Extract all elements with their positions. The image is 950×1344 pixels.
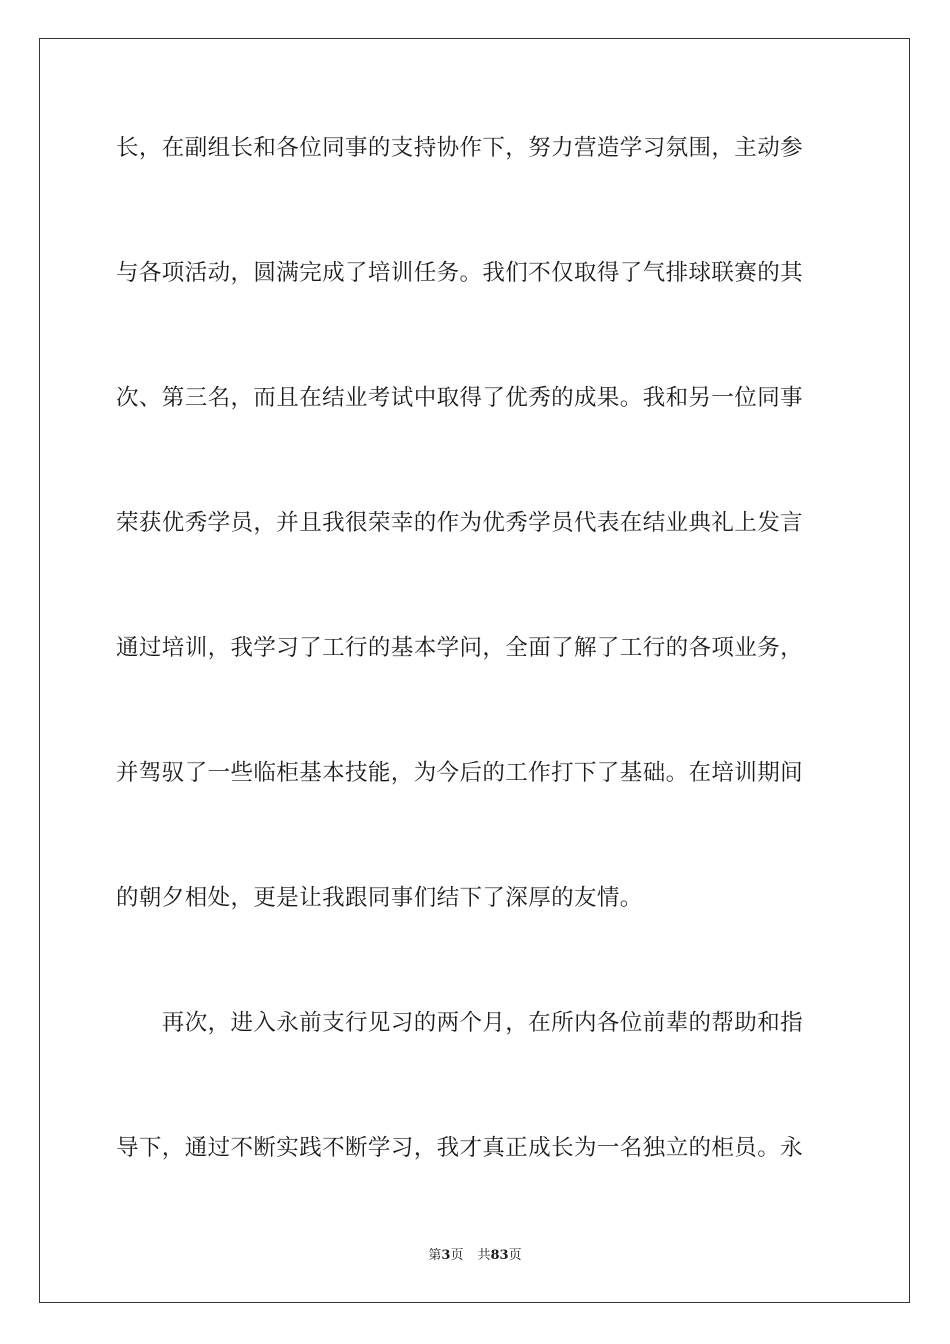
page-footer (0, 1247, 950, 1265)
body-text-line: 荣获优秀学员，并且我很荣幸的作为优秀学员代表在结业典礼上发言 (116, 510, 804, 536)
body-text-line: 长，在副组长和各位同事的支持协作下，努力营造学习氛围，主动参 (116, 135, 804, 161)
body-text-line: 并驾驭了一些临柜基本技能，为今后的工作打下了基础。在培训期间 (116, 760, 804, 786)
total-suffix: 页 (508, 1248, 522, 1263)
body-text-line: 与各项活动，圆满完成了培训任务。我们不仅取得了气排球联赛的其 (116, 260, 804, 286)
page-suffix: 页 (450, 1248, 464, 1263)
body-text-line: 次、第三名，而且在结业考试中取得了优秀的成果。我和另一位同事 (116, 385, 804, 411)
body-text-line: 的朝夕相处，更是让我跟同事们结下了深厚的友情。 (116, 885, 643, 911)
total-pages: 83 (490, 1248, 509, 1263)
total-prefix: 共 (477, 1248, 491, 1263)
page-border (39, 38, 910, 1303)
body-text-line: 导下，通过不断实践不断学习，我才真正成长为一名独立的柜员。永 (116, 1135, 804, 1161)
body-text-line: 再次，进入永前支行见习的两个月，在所内各位前辈的帮助和指 (116, 1010, 804, 1036)
body-text-line: 通过培训，我学习了工行的基本学问，全面了解了工行的各项业务， (116, 635, 804, 661)
page-number: 3 (441, 1248, 451, 1263)
page-prefix: 第 (428, 1248, 442, 1263)
